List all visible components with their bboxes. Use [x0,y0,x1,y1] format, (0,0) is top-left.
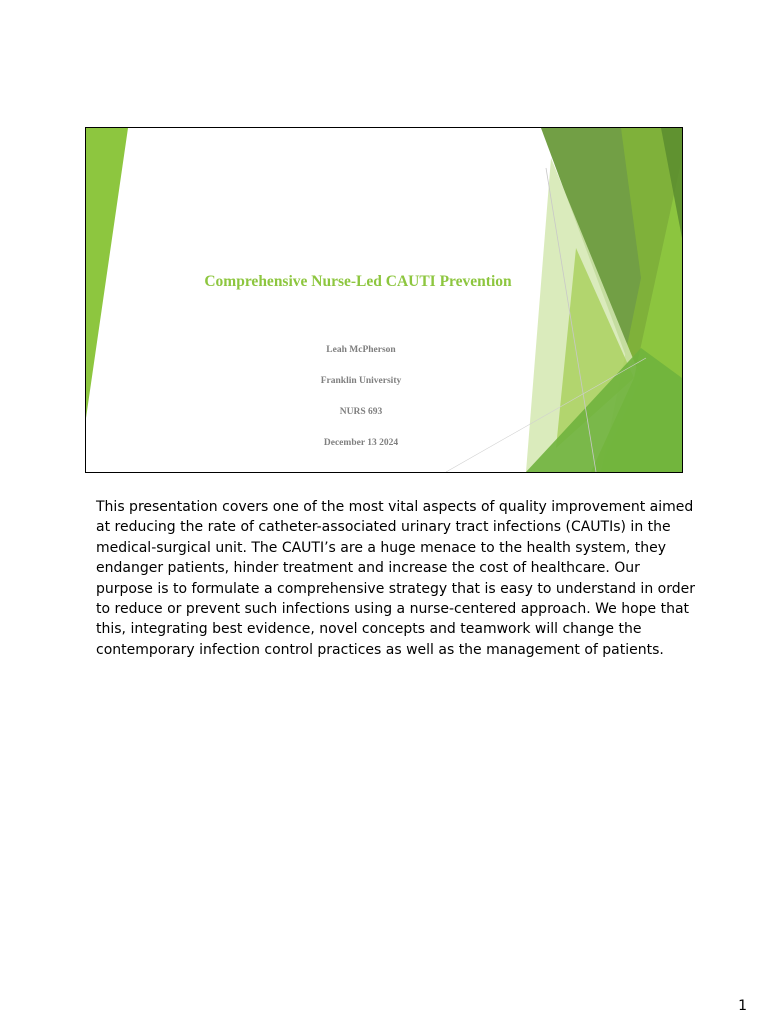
notes-line: medical-surgical unit. The CAUTI’s are a huge menace to the health system, they [96,539,667,556]
slide-institution: Franklin University [320,376,402,386]
notes-line: at reducing the rate of catheter-associated urinary tract infections (CAUTIs) in the [96,519,671,536]
slide-decoration [86,128,682,472]
slide-author: Leah McPherson [326,345,396,355]
notes-line: purpose is to formulate a comprehensive strategy that is easy to understand in order [96,580,695,597]
notes-line: this, integrating best evidence, novel concepts and teamwork will change the [96,621,642,638]
slide-date: December 13 2024 [323,438,399,448]
notes-line: This presentation covers one of the most vital aspects of quality improvement aimed [96,499,694,515]
slide-thumbnail [85,127,683,473]
notes-line: to reduce or prevent such infections using a nurse-centered approach. We hope that [96,601,690,618]
page-number: 1 [738,998,747,1014]
speaker-notes [96,497,695,660]
notes-line: contemporary infection control practices as well as the management of patients. [96,641,664,658]
slide-course: NURS 693 [339,407,383,417]
slide-title: Comprehensive Nurse-Led CAUTI Prevention [204,273,512,290]
notes-line: endanger patients, hinder treatment and increase the cost of healthcare. Our [96,560,640,577]
